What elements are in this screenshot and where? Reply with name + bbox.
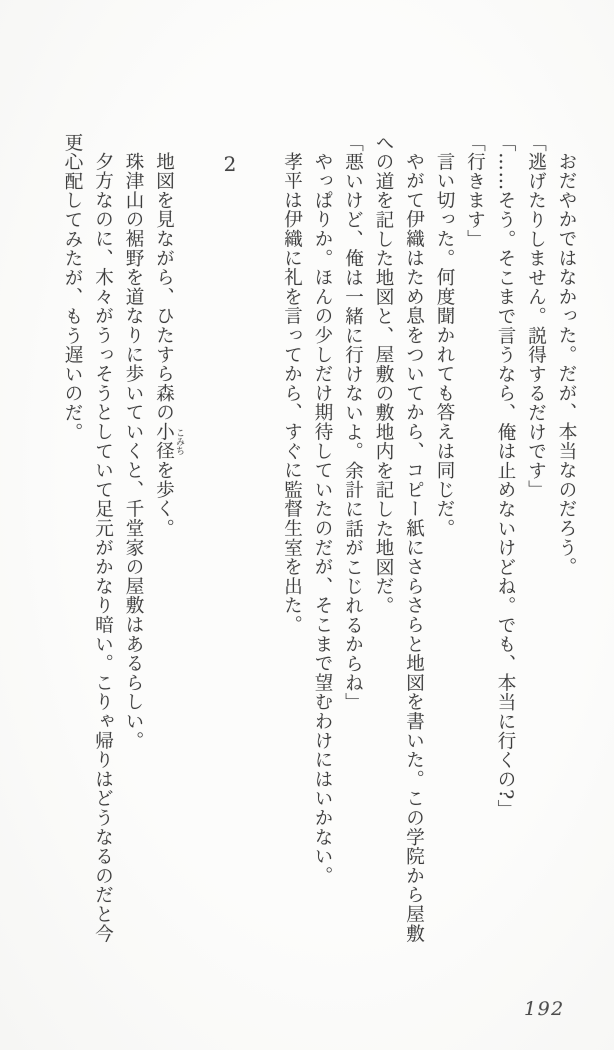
text-line: 「逃げたりしません。説得するだけです」 xyxy=(525,133,547,500)
text-line: 珠津山の裾野を道なりに歩いていくと、千堂家の屋敷はあるらしい。 xyxy=(123,152,144,751)
section-break xyxy=(184,133,276,945)
text-line: 言い切った。何度聞かれても答えは同じだ。 xyxy=(434,152,455,538)
furigana: こみち xyxy=(174,422,184,461)
text-line: おだやかではなかった。だが、本当なのだろう。 xyxy=(556,152,577,577)
text-line: 地図を見ながら、ひたすら森の小径 こみちを歩く。 xyxy=(153,152,184,539)
text-line: 更心配してみたが、もう遅いのだ。 xyxy=(62,133,83,442)
ruby-word: 小径 こみち xyxy=(153,422,184,461)
text-line: 「悪いけど、俺は一緒に行けないよ。余計に話がこじれるからね」 xyxy=(342,133,364,712)
text-line: 夕方なのに、木々がうっそうとしていて足元がかなり暗い。こりゃ帰りはどうなるのだと今 xyxy=(92,152,114,944)
text-line: 孝平は伊織に礼を言ってから、すぐに監督生室を出た。 xyxy=(281,152,303,635)
text-line: やっぱりか。ほんの少しだけ期待していたのだが、そこまで望むわけにはいかない。 xyxy=(312,152,333,886)
text-line: 「……そう。そこまで言うなら、俺は止めないけどね。でも、本当に行くの?」 xyxy=(495,133,516,820)
page-number: 192 xyxy=(524,998,565,1020)
text-line: への道を記した地図と、屋敷の敷地内を記した地図だ。 xyxy=(373,133,394,616)
section-number: 2 xyxy=(223,152,237,176)
page-text xyxy=(57,133,582,945)
text-line: 「行きます」 xyxy=(464,133,486,249)
text-line: やがて伊織はため息をついてから、コピー紙にさらさらと地図を書いた。この学院から屋敷 xyxy=(403,152,425,944)
